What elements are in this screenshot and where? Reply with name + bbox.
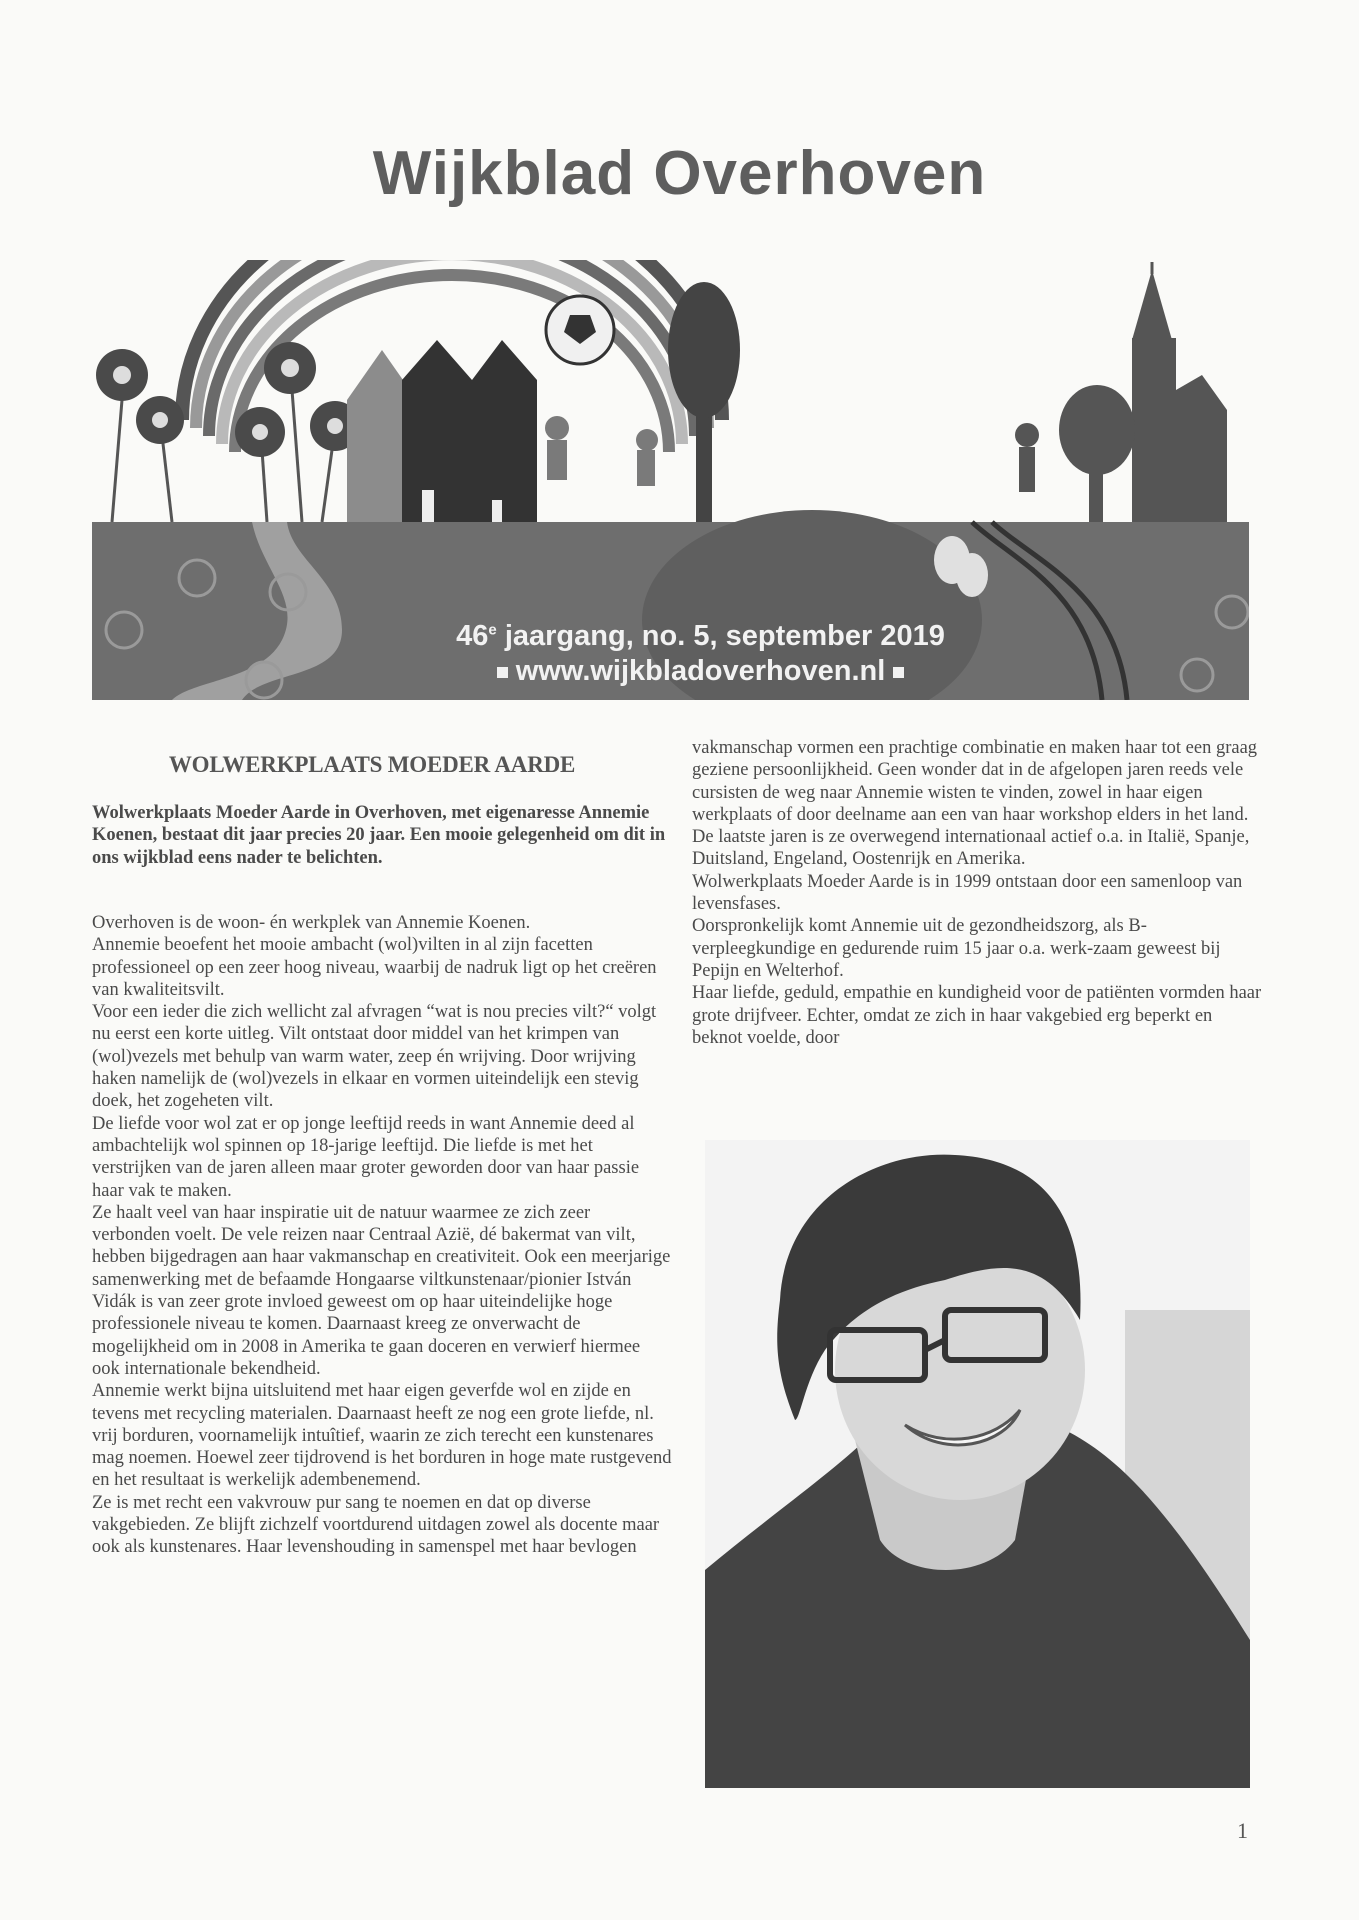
paragraph: Oorspronkelijk komt Annemie uit de gezondheidszorg, als B-verpleegkundige en gedurende ruim 15 jaar o.a. werk-zaam geweest bij Pepijn en Welterhof.: [692, 916, 1221, 981]
paragraph: Overhoven is de woon- én werkplek van Annemie Koenen.: [92, 913, 531, 933]
child-figure-icon: [545, 416, 658, 486]
paragraph: Annemie beoefent het mooie ambacht (wol)vilten in al zijn facetten professioneel op een zeer hoog niveau, waarbij de nadruk ligt op het creëren van kwaliteitsvilt.: [92, 935, 657, 1000]
website-line: [92, 655, 1249, 688]
issue-superscript: e: [488, 621, 497, 639]
paragraph: De liefde voor wol zat er op jonge leeftijd reeds in want Annemie deed al ambachtelijk wol spinnen op 18-jarige leeftijd. Die liefde is met het verstrijken van de jaren alleen maar groter geworden door van haar passie haar vak te maken.: [92, 1113, 640, 1201]
article-headline: WOLWERKPLAATS MOEDER AARDE: [168, 752, 576, 777]
masthead-banner-illustration: [92, 260, 1249, 700]
issue-number: 46: [456, 620, 489, 652]
church-icon: [1059, 262, 1227, 528]
issue-line: [92, 620, 1249, 653]
masthead-title: Wijkblad Overhoven: [372, 139, 987, 208]
square-bullet-icon: [497, 667, 508, 678]
website-link[interactable]: www.wijkbladoverhoven.nl: [515, 655, 886, 687]
houses-icon: [347, 340, 537, 522]
soccer-ball-icon: [546, 296, 614, 364]
paragraph: vakmanschap vormen een prachtige combinatie en maken haar tot een graag geziene persoonlijkheid. Geen wonder dat in de afgelopen jaren reeds vele cursisten de weg naar Annemie wisten te vinden, zowel in haar eigen werkplaats of door deelname aan een van haar workshop elders in het land. De laatste jaren is ze overwegend internationaal actief o.a. in Italië, Spanje, Duitsland, Engeland, Oostenrijk en Amerika.: [692, 738, 1258, 870]
paragraph: Ze haalt veel van haar inspiratie uit de natuur waarmee ze zich zeer verbonden voelt. De vele reizen naar Centraal Azië, dé bakermat van vilt, hebben bijgedragen aan haar vakmanschap en creativiteit. Ook een meerjarige samenwerking met de befaamde Hongaarse viltkunstenaar/pionier István Vidák is van zeer grote invloed geweest om op haar uiteindelijke hoge professionele niveau te komen. Daarnaast kreeg ze onverwacht de mogelijkheid om in 2008 in Amerika te gaan doceren en verwierf hiermee ook internationale bekendheid.: [92, 1202, 671, 1379]
paragraph: Haar liefde, geduld, empathie en kundigheid voor de patiënten vormden haar grote drijfveer. Echter, omdat ze zich in haar vakgebied erg beperkt en beknot voelde, door: [692, 983, 1262, 1048]
square-bullet-icon: [893, 667, 904, 678]
paragraph: Voor een ieder die zich wellicht zal afvragen “wat is nou precies vilt?“ volgt nu eerst een korte uitleg. Vilt ontstaat door middel van het krimpen van (wol)vezels met behulp van warm water, zeep én wrijving. Door wrijving haken namelijk de (wol)vezels in elkaar en vormen uiteindelijk een stevig doek, het zogeheten vilt.: [92, 1002, 657, 1112]
paragraph: Ze is met recht een vakvrouw pur sang te noemen en dat op diverse vakgebieden. Ze blijft zichzelf voortdurend uitdagen zowel als docente maar ook als kunstenares. Haar levenshouding in samenspel met haar bevlogen: [92, 1492, 660, 1558]
article-column-right: [692, 737, 1267, 1049]
article-column-left: [92, 912, 672, 1559]
girl-figure-icon: [1015, 423, 1039, 492]
portrait-image: [705, 1140, 1250, 1788]
paragraph: Wolwerkplaats Moeder Aarde is in 1999 ontstaan door een samenloop van levensfases.: [692, 871, 1243, 915]
portrait-photo: [705, 1140, 1250, 1788]
article-lead: Wolwerkplaats Moeder Aarde in Overhoven, met eigenaresse Annemie Koenen, bestaat dit jaar precies 20 jaar. Een mooie gelegenheid om dit in ons wijkblad eens nader te belichten.: [92, 803, 666, 868]
page-number: 1: [1237, 1818, 1248, 1843]
paragraph: Annemie werkt bijna uitsluitend met haar eigen geverfde wol en zijde en tevens met recycling materialen. Daarnaast heeft ze nog een grote liefde, nl. vrij borduren, voornamelijk intuîtief, waarin ze zich terecht een kunstenares mag noemen. Hoewel zeer tijdrovend is het borduren in hoge mate rustgevend en het resultaat is werkelijk adembenemend.: [92, 1381, 672, 1491]
issue-details: jaargang, no. 5, september 2019: [496, 620, 945, 652]
